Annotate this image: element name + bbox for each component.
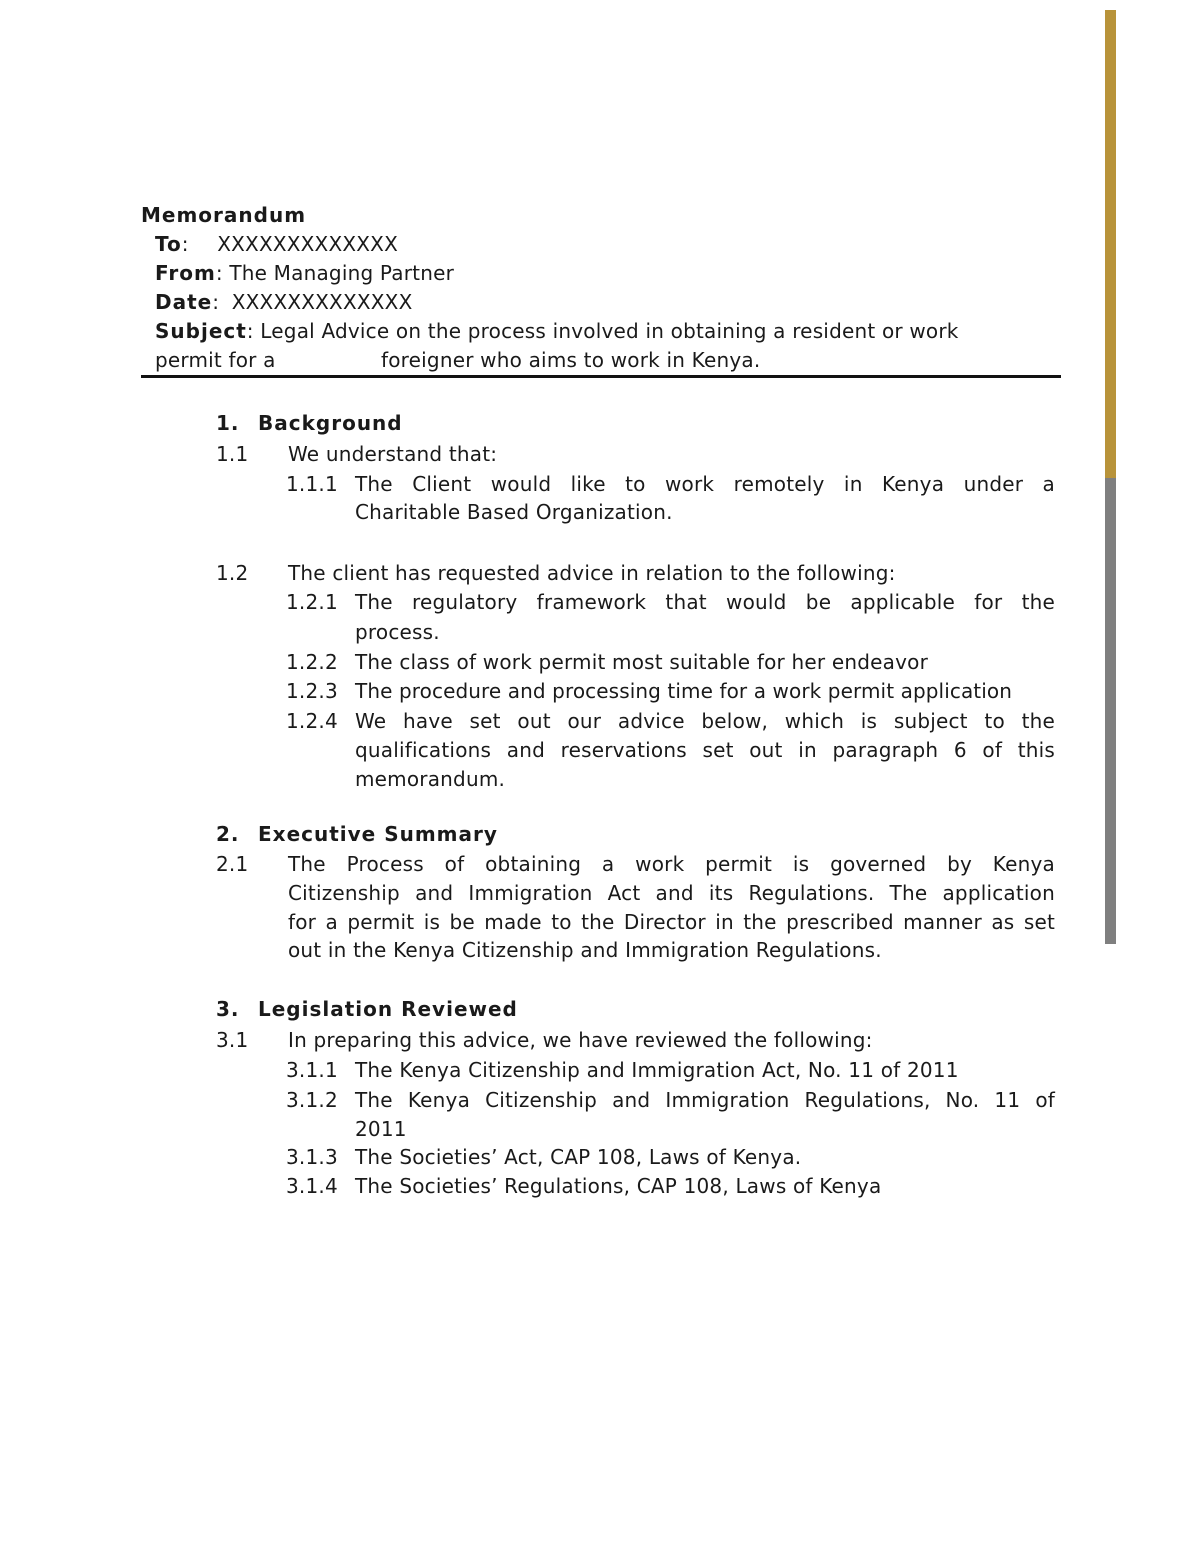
para-text: Charitable Based Organization. bbox=[355, 500, 673, 524]
date-label: Date bbox=[155, 290, 213, 314]
para-number: 1.2 bbox=[216, 561, 249, 585]
from-label: From bbox=[155, 261, 216, 285]
para-number: 1.1 bbox=[216, 442, 249, 466]
para-number: 3.1.4 bbox=[286, 1174, 338, 1198]
subject-line-2b: foreigner who aims to work in Kenya. bbox=[381, 348, 761, 372]
header-divider bbox=[141, 375, 1061, 378]
memo-title: Memorandum bbox=[141, 203, 307, 227]
para-number: 1.2.4 bbox=[286, 709, 338, 733]
para-text: In preparing this advice, we have reviewed the following: bbox=[288, 1028, 873, 1052]
para-number: 3.1.1 bbox=[286, 1058, 338, 1082]
section-2-number: 2. bbox=[216, 822, 240, 846]
para-text: memorandum. bbox=[355, 767, 506, 791]
para-text: The regulatory framework that would be applicable for the bbox=[355, 590, 1055, 614]
para-text: process. bbox=[355, 620, 440, 644]
section-3-number: 3. bbox=[216, 997, 240, 1021]
memo-date: Date: XXXXXXXXXXXXX bbox=[155, 290, 413, 314]
section-1-number: 1. bbox=[216, 411, 240, 435]
para-text: The Societies’ Act, CAP 108, Laws of Kenya. bbox=[355, 1145, 802, 1169]
para-number: 1.2.1 bbox=[286, 590, 338, 614]
para-text: Citizenship and Immigration Act and its Regulations. The application bbox=[288, 881, 1055, 905]
para-number: 3.1.3 bbox=[286, 1145, 338, 1169]
para-text: The Kenya Citizenship and Immigration Regulations, No. 11 of bbox=[355, 1088, 1055, 1112]
para-text: The client has requested advice in relation to the following: bbox=[288, 561, 896, 585]
para-text: out in the Kenya Citizenship and Immigration Regulations. bbox=[288, 938, 882, 962]
subject-line-2a: permit for a bbox=[155, 348, 276, 372]
para-text: The Societies’ Regulations, CAP 108, Laws of Kenya bbox=[355, 1174, 882, 1198]
to-label: To bbox=[155, 232, 182, 256]
memo-subject: Subject: Legal Advice on the process involved in obtaining a resident or work bbox=[155, 319, 959, 343]
side-bar-gold bbox=[1105, 10, 1116, 478]
to-value: XXXXXXXXXXXXX bbox=[217, 232, 398, 256]
para-text: for a permit is be made to the Director in the prescribed manner as set bbox=[288, 910, 1055, 934]
section-1-heading: Background bbox=[258, 411, 403, 435]
subject-text: Legal Advice on the process involved in obtaining a resident or work bbox=[260, 319, 959, 343]
para-text: The Client would like to work remotely in Kenya under a bbox=[355, 472, 1055, 496]
memo-to: To: XXXXXXXXXXXXX bbox=[155, 232, 398, 256]
para-text: The class of work permit most suitable for her endeavor bbox=[355, 650, 929, 674]
para-text: We understand that: bbox=[288, 442, 498, 466]
para-text: The Process of obtaining a work permit is governed by Kenya bbox=[288, 852, 1055, 876]
para-text: We have set out our advice below, which is subject to the bbox=[355, 709, 1055, 733]
para-number: 1.1.1 bbox=[286, 472, 338, 496]
side-bar-grey bbox=[1105, 478, 1116, 944]
para-number: 3.1.2 bbox=[286, 1088, 338, 1112]
para-number: 1.2.2 bbox=[286, 650, 338, 674]
para-text: 2011 bbox=[355, 1117, 407, 1141]
para-text: qualifications and reservations set out in paragraph 6 of this bbox=[355, 738, 1055, 762]
para-number: 2.1 bbox=[216, 852, 249, 876]
section-3-heading: Legislation Reviewed bbox=[258, 997, 518, 1021]
para-text: The procedure and processing time for a work permit application bbox=[355, 679, 1013, 703]
memo-from: From: The Managing Partner bbox=[155, 261, 454, 285]
section-2-heading: Executive Summary bbox=[258, 822, 498, 846]
para-number: 1.2.3 bbox=[286, 679, 338, 703]
subject-label: Subject bbox=[155, 319, 247, 343]
date-value: XXXXXXXXXXXXX bbox=[231, 290, 413, 314]
from-value: The Managing Partner bbox=[229, 261, 454, 285]
para-number: 3.1 bbox=[216, 1028, 249, 1052]
para-text: The Kenya Citizenship and Immigration Act, No. 11 of 2011 bbox=[355, 1058, 959, 1082]
